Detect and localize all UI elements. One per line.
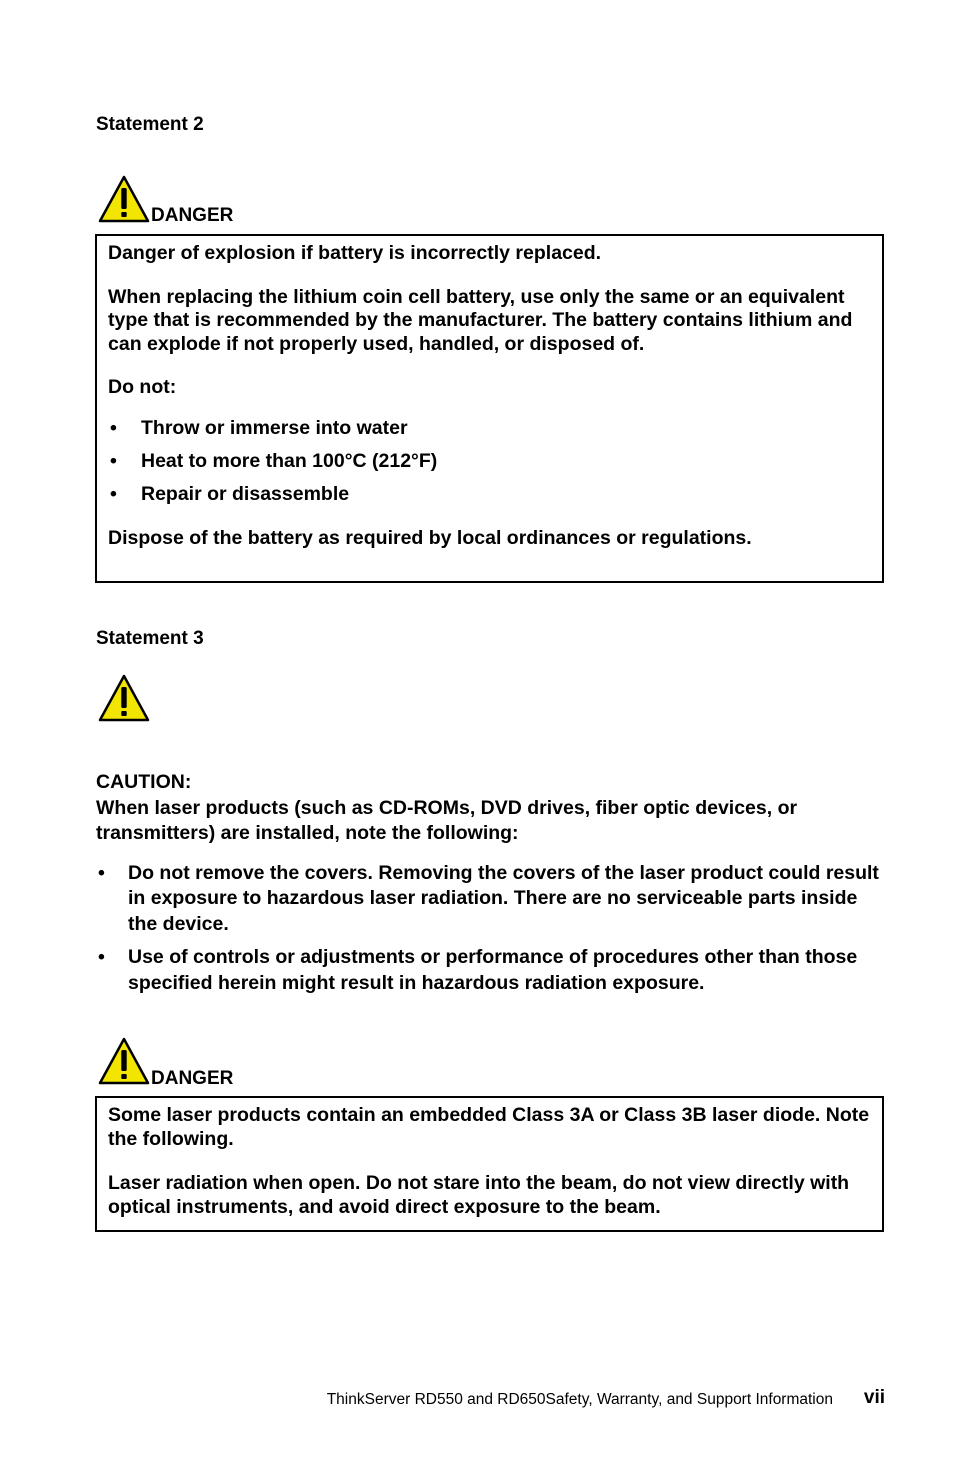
list-item: • Repair or disassemble: [110, 482, 350, 505]
battery-danger-box: [95, 234, 884, 583]
list-item: • Heat to more than 100°C (212°F): [110, 449, 438, 472]
battery-instructions-text: When replacing the lithium coin cell battery, use only the same or an equivalent type that is recommended by the manufacturer. The battery contains lithium and can explode if not properly used, handled, or disposed of.: [108, 285, 853, 355]
list-item: • Use of controls or adjustments or performance of procedures other than those specified herein might result in hazardous radiation exposure.: [98, 946, 858, 994]
caution-list: [96, 861, 891, 997]
danger-intro-text: Danger of explosion if battery is incorrectly replaced.: [108, 242, 602, 264]
warning-triangle-icon: [98, 1037, 150, 1085]
danger-label: DANGER: [151, 1068, 234, 1089]
do-not-label: Do not:: [108, 376, 177, 398]
laser-danger-box: [95, 1096, 884, 1232]
warning-triangle-icon: [98, 175, 150, 223]
statement-3-heading: Statement 3: [96, 628, 204, 649]
caution-label: CAUTION:: [96, 771, 192, 793]
laser-radiation-text: Laser radiation when open. Do not stare into the beam, do not view directly with optical instruments, and avoid direct exposure to the beam.: [108, 1172, 850, 1218]
laser-caution-block: [96, 770, 891, 996]
list-item: • Do not remove the covers. Removing the covers of the laser product could result in exposure to hazardous laser radiation. There are no serviceable parts inside the device.: [98, 861, 879, 935]
list-item: • Throw or immerse into water: [110, 416, 408, 439]
page-number: vii: [863, 1387, 885, 1408]
dispose-text: Dispose of the battery as required by local ordinances or regulations.: [108, 526, 752, 549]
footer-document-title: ThinkServer RD550 and RD650Safety, Warranty, and Support Information: [326, 1391, 833, 1408]
caution-intro-text: When laser products (such as CD-ROMs, DVD drives, fiber optic devices, or transmitters) are installed, note the following:: [96, 796, 798, 844]
warning-triangle-icon: [98, 674, 150, 722]
laser-class-text: Some laser products contain an embedded Class 3A or Class 3B laser diode. Note the following.: [108, 1104, 870, 1150]
do-not-list: [108, 417, 872, 516]
danger-label: DANGER: [151, 205, 234, 226]
statement-2-heading: Statement 2: [96, 114, 204, 135]
